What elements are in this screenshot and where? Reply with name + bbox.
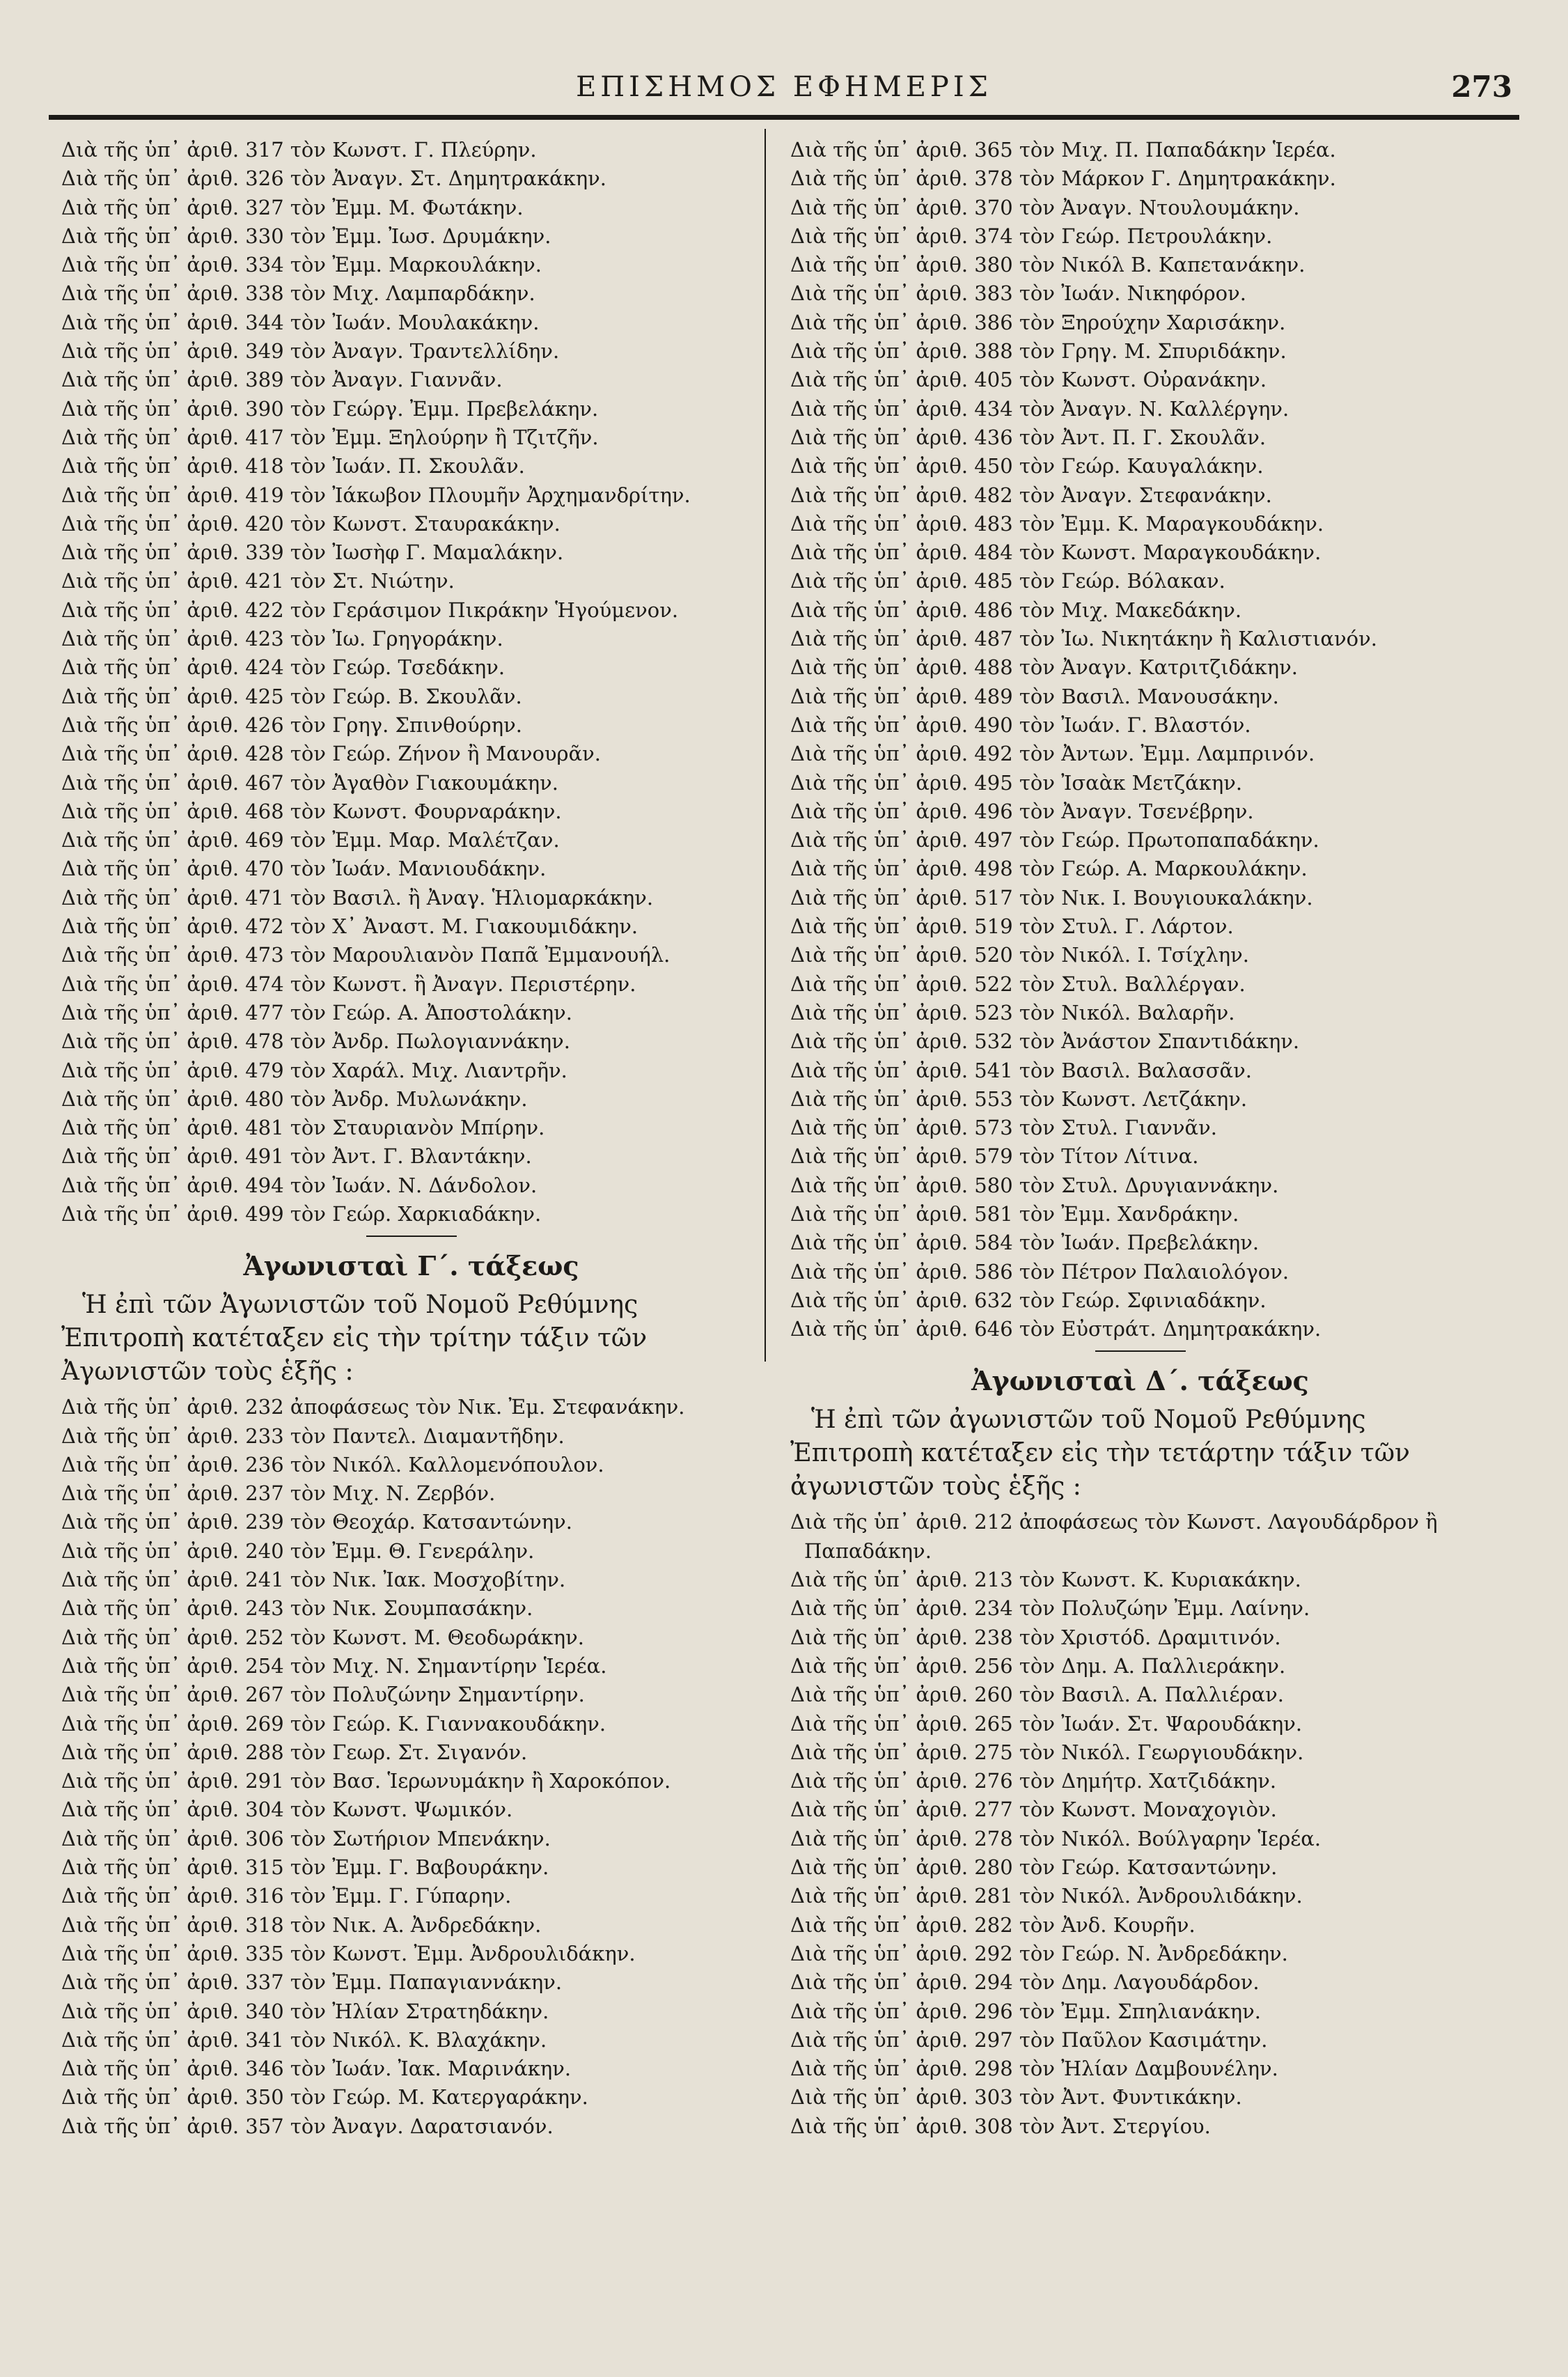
list-item: Διὰ τῆς ὑπ᾽ ἀριθ. 374 τὸν Γεώρ. Πετρουλάκην.: [790, 224, 1273, 248]
list-item: Διὰ τῆς ὑπ᾽ ἀριθ. 494 τὸν Ἰωάν. Ν. Δάνδολον.: [61, 1173, 538, 1197]
list-item: Διὰ τῆς ὑπ᾽ ἀριθ. 553 τὸν Κωνστ. Λετζάκην.: [790, 1086, 1248, 1111]
list-item: Διὰ τῆς ὑπ᾽ ἀριθ. 469 τὸν Ἐμμ. Μαρ. Μαλέτζαν.: [61, 828, 560, 852]
list-item: Διὰ τῆς ὑπ᾽ ἀριθ. 341 τὸν Νικόλ. Κ. Βλαχάκην.: [61, 2027, 547, 2052]
right-entry-list: [790, 136, 1490, 1343]
list-item: Διὰ τῆς ὑπ᾽ ἀριθ. 346 τὸν Ἰωάν. Ἰακ. Μαρινάκην.: [61, 2057, 572, 2081]
list-item: Διὰ τῆς ὑπ᾽ ἀριθ. 519 τὸν Στυλ. Γ. Λάρτον.: [790, 914, 1234, 939]
list-item: Διὰ τῆς ὑπ᾽ ἀριθ. 485 τὸν Γεώρ. Βόλακαν.: [790, 569, 1225, 593]
left-column: [61, 136, 761, 2141]
list-item: Διὰ τῆς ὑπ᾽ ἀριθ. 517 τὸν Νικ. Ι. Βουγιουκαλάκην.: [790, 885, 1313, 910]
list-item: Διὰ τῆς ὑπ᾽ ἀριθ. 450 τὸν Γεώρ. Καυγαλάκην.: [790, 454, 1264, 478]
list-item: Διὰ τῆς ὑπ᾽ ἀριθ. 297 τὸν Παῦλον Κασιμάτην.: [790, 2027, 1268, 2052]
list-item: Διὰ τῆς ὑπ᾽ ἀριθ. 490 τὸν Ἰωάν. Γ. Βλαστόν.: [790, 712, 1251, 737]
list-item: Διὰ τῆς ὑπ᾽ ἀριθ. 365 τὸν Μιχ. Π. Παπαδάκην Ἱερέα.: [790, 138, 1336, 162]
list-item: Διὰ τῆς ὑπ᾽ ἀριθ. 474 τὸν Κωνστ. ἢ Ἀναγν. Περιστέρην.: [61, 972, 636, 996]
list-item: Διὰ τῆς ὑπ᾽ ἀριθ. 586 τὸν Πέτρον Παλαιολόγον.: [790, 1259, 1289, 1284]
list-item: Διὰ τῆς ὑπ᾽ ἀριθ. 344 τὸν Ἰωάν. Μουλακάκην.: [61, 310, 540, 334]
list-item: Διὰ τῆς ὑπ᾽ ἀριθ. 233 τὸν Παντελ. Διαμαντῆδην.: [61, 1424, 565, 1448]
list-item: Διὰ τῆς ὑπ᾽ ἀριθ. 422 τὸν Γεράσιμον Πικράκην Ἡγούμενον.: [61, 598, 679, 622]
list-item: Διὰ τῆς ὑπ᾽ ἀριθ. 269 τὸν Γεώρ. Κ. Γιαννακουδάκην.: [61, 1711, 606, 1736]
page-header: [42, 66, 1526, 115]
list-item: Διὰ τῆς ὑπ᾽ ἀριθ. 277 τὸν Κωνστ. Μοναχογιὸν.: [790, 1798, 1277, 1822]
list-item: Διὰ τῆς ὑπ᾽ ἀριθ. 424 τὸν Γεώρ. Τσεδάκην.: [61, 655, 505, 680]
list-item: Διὰ τῆς ὑπ᾽ ἀριθ. 296 τὸν Ἐμμ. Σπηλιανάκην.: [790, 1999, 1261, 2023]
list-item: Διὰ τῆς ὑπ᾽ ἀριθ. 428 τὸν Γεώρ. Ζήνον ἢ Μανουρᾶν.: [61, 742, 602, 766]
list-item: Διὰ τῆς ὑπ᾽ ἀριθ. 541 τὸν Βασιλ. Βαλασσᾶν.: [790, 1058, 1252, 1082]
list-item: Διὰ τῆς ὑπ᾽ ἀριθ. 327 τὸν Ἐμμ. Μ. Φωτάκην.: [61, 195, 524, 219]
list-item: Διὰ τῆς ὑπ᾽ ἀριθ. 479 τὸν Χαράλ. Μιχ. Λιαντρῆν.: [61, 1058, 567, 1082]
list-item: Διὰ τῆς ὑπ᾽ ἀριθ. 498 τὸν Γεώρ. Α. Μαρκουλάκην.: [790, 857, 1308, 881]
list-item: Διὰ τῆς ὑπ᾽ ἀριθ. 294 τὸν Δημ. Λαγουδάρδον.: [790, 1970, 1260, 1995]
column-divider: [765, 129, 766, 1362]
section-separator: [366, 1236, 457, 1237]
list-item: Διὰ τῆς ὑπ᾽ ἀριθ. 472 τὸν Χ᾽ Ἀναστ. Μ. Γιακουμιδάκην.: [61, 914, 638, 939]
list-item: Διὰ τῆς ὑπ᾽ ἀριθ. 318 τὸν Νικ. Α. Ἀνδρεδάκην.: [61, 1912, 542, 1937]
list-item: Διὰ τῆς ὑπ᾽ ἀριθ. 488 τὸν Ἀναγν. Κατριτζιδάκην.: [790, 655, 1299, 680]
left-entry-list: [61, 136, 761, 1229]
section-intro-class-d: Ἡ ἐπὶ τῶν ἀγωνιστῶν τοῦ Νομοῦ Ρεθύμνης Ἐπιτροπὴ κατέταξεν εἰς τὴν τετάρτην τάξιν τῶν ἀγωνιστῶν τοὺς ἑξῆς :: [790, 1405, 1410, 1502]
list-item: Διὰ τῆς ὑπ᾽ ἀριθ. 581 τὸν Ἐμμ. Χανδράκην.: [790, 1201, 1239, 1226]
list-item: Διὰ τῆς ὑπ᾽ ἀριθ. 213 τὸν Κωνστ. Κ. Κυριακάκην.: [790, 1568, 1301, 1592]
list-item: Διὰ τῆς ὑπ᾽ ἀριθ. 278 τὸν Νικόλ. Βούλγαρην Ἱερέα.: [790, 1826, 1322, 1850]
list-item: Διὰ τῆς ὑπ᾽ ἀριθ. 486 τὸν Μιχ. Μακεδάκην.: [790, 598, 1242, 622]
list-item: Διὰ τῆς ὑπ᾽ ἀριθ. 335 τὸν Κωνστ. Ἐμμ. Ἀνδρουλιδάκην.: [61, 1941, 636, 1965]
list-item: Διὰ τῆς ὑπ᾽ ἀριθ. 234 τὸν Πολυζώην Ἐμμ. Λαίνην.: [790, 1596, 1310, 1621]
section-heading-class-c: Ἀγωνισταὶ Γ΄. τάξεως: [243, 1250, 579, 1282]
section-intro-class-c: Ἡ ἐπὶ τῶν Ἀγωνιστῶν τοῦ Νομοῦ Ρεθύμνης Ἐπιτροπὴ κατέταξεν εἰς τὴν τρίτην τάξιν τῶν Ἀγωνιστῶν τοὺς ἑξῆς :: [61, 1291, 648, 1387]
list-item: Διὰ τῆς ὑπ᾽ ἀριθ. 243 τὸν Νικ. Σουμπασάκην.: [61, 1596, 533, 1621]
list-item: Διὰ τῆς ὑπ᾽ ἀριθ. 281 τὸν Νικόλ. Ἀνδρουλιδάκην.: [790, 1884, 1303, 1908]
list-item: Διὰ τῆς ὑπ᾽ ἀριθ. 254 τὸν Μιχ. Ν. Σημαντίρην Ἱερέα.: [61, 1653, 607, 1678]
list-item: Διὰ τῆς ὑπ᾽ ἀριθ. 482 τὸν Ἀναγν. Στεφανάκην.: [790, 483, 1272, 507]
list-item: Διὰ τῆς ὑπ᾽ ἀριθ. 288 τὸν Γεωρ. Στ. Σιγανόν.: [61, 1740, 528, 1764]
page-number: 273: [1451, 70, 1512, 104]
list-item: Διὰ τῆς ὑπ᾽ ἀριθ. 304 τὸν Κωνστ. Ψωμικόν.: [61, 1798, 513, 1822]
list-item: Διὰ τῆς ὑπ᾽ ἀριθ. 291 τὸν Βασ. Ἱερωνυμάκην ἢ Χαροκόπον.: [61, 1769, 671, 1793]
list-item: Διὰ τῆς ὑπ᾽ ἀριθ. 520 τὸν Νικόλ. Ι. Τσίχλην.: [790, 943, 1249, 967]
list-item: Διὰ τῆς ὑπ᾽ ἀριθ. 471 τὸν Βασιλ. ἢ Ἀναγ. Ἡλιομαρκάκην.: [61, 885, 654, 910]
list-item: Διὰ τῆς ὑπ᾽ ἀριθ. 380 τὸν Νικόλ Β. Καπετανάκην.: [790, 253, 1306, 277]
list-item: Διὰ τῆς ὑπ᾽ ἀριθ. 232 ἀποφάσεως τὸν Νικ. Ἐμ. Στεφανάκην.: [61, 1395, 685, 1419]
list-item: Διὰ τῆς ὑπ᾽ ἀριθ. 389 τὸν Ἀναγν. Γιαννᾶν.: [61, 368, 503, 392]
list-item: Διὰ τῆς ὑπ᾽ ἀριθ. 280 τὸν Γεώρ. Κατσαντώνην.: [790, 1855, 1278, 1880]
list-item: Διὰ τῆς ὑπ᾽ ἀριθ. 499 τὸν Γεώρ. Χαρκιαδάκην.: [61, 1201, 542, 1226]
list-item: Διὰ τῆς ὑπ᾽ ἀριθ. 418 τὸν Ἰωάν. Π. Σκουλᾶν.: [61, 454, 525, 478]
list-item: Διὰ τῆς ὑπ᾽ ἀριθ. 480 τὸν Ἀνδρ. Μυλωνάκην.: [61, 1086, 528, 1111]
list-item: Διὰ τῆς ὑπ᾽ ἀριθ. 478 τὸν Ἀνδρ. Πωλογιαννάκην.: [61, 1029, 570, 1054]
list-item: Διὰ τῆς ὑπ᾽ ἀριθ. 238 τὸν Χριστόδ. Δραμιτινόν.: [790, 1625, 1281, 1649]
list-item: Διὰ τῆς ὑπ᾽ ἀριθ. 260 τὸν Βασιλ. Α. Παλλιέραν.: [790, 1683, 1284, 1707]
list-item: Διὰ τῆς ὑπ᾽ ἀριθ. 632 τὸν Γεώρ. Σφινιαδάκην.: [790, 1288, 1267, 1312]
list-item: Διὰ τῆς ὑπ᾽ ἀριθ. 522 τὸν Στυλ. Βαλλέργαν.: [790, 972, 1246, 996]
list-item: Διὰ τῆς ὑπ᾽ ἀριθ. 275 τὸν Νικόλ. Γεωργιουδάκην.: [790, 1740, 1304, 1764]
list-item: Διὰ τῆς ὑπ᾽ ἀριθ. 579 τὸν Τίτον Λίτινα.: [790, 1144, 1199, 1169]
list-item: Διὰ τῆς ὑπ᾽ ἀριθ. 308 τὸν Ἀντ. Στεργίου.: [790, 2114, 1211, 2138]
list-item: Διὰ τῆς ὑπ᾽ ἀριθ. 252 τὸν Κωνστ. Μ. Θεοδωράκην.: [61, 1625, 584, 1649]
list-item: Διὰ τῆς ὑπ᾽ ἀριθ. 426 τὸν Γρηγ. Σπινθούρην.: [61, 712, 522, 737]
section-separator: [1095, 1350, 1186, 1352]
list-item: Διὰ τῆς ὑπ᾽ ἀριθ. 496 τὸν Ἀναγν. Τσενέβρην.: [790, 799, 1254, 823]
list-item: Διὰ τῆς ὑπ᾽ ἀριθ. 390 τὸν Γεώργ. Ἐμμ. Πρεβελάκην.: [61, 396, 599, 421]
list-item: Διὰ τῆς ὑπ᾽ ἀριθ. 487 τὸν Ἰω. Νικητάκην ἢ Καλιστιανόν.: [790, 627, 1377, 651]
list-item: Διὰ τῆς ὑπ᾽ ἀριθ. 315 τὸν Ἐμμ. Γ. Βαβουράκην.: [61, 1855, 549, 1880]
list-item: Διὰ τῆς ὑπ᾽ ἀριθ. 434 τὸν Ἀναγν. Ν. Καλλέργην.: [790, 396, 1289, 421]
list-item: Διὰ τῆς ὑπ᾽ ἀριθ. 523 τὸν Νικόλ. Βαλαρῆν.: [790, 1000, 1235, 1024]
list-item: Διὰ τῆς ὑπ᾽ ἀριθ. 340 τὸν Ἠλίαν Στρατηδάκην.: [61, 1999, 549, 2023]
list-item: Διὰ τῆς ὑπ᾽ ἀριθ. 339 τὸν Ἰωσὴφ Γ. Μαμαλάκην.: [61, 540, 564, 565]
list-item: Διὰ τῆς ὑπ᾽ ἀριθ. 338 τὸν Μιχ. Λαμπαρδάκην.: [61, 281, 535, 306]
list-item: Διὰ τῆς ὑπ᾽ ἀριθ. 532 τὸν Ἀνάστον Σπαντιδάκην.: [790, 1029, 1300, 1054]
list-item: Διὰ τῆς ὑπ᾽ ἀριθ. 405 τὸν Κωνστ. Οὐρανάκην.: [790, 368, 1267, 392]
list-item: Διὰ τῆς ὑπ᾽ ἀριθ. 349 τὸν Ἀναγν. Τραντελλίδην.: [61, 339, 560, 364]
list-item: Διὰ τῆς ὑπ᾽ ἀριθ. 473 τὸν Μαρουλιανὸν Παπᾶ Ἐμμανουήλ.: [61, 943, 671, 967]
list-item: Διὰ τῆς ὑπ᾽ ἀριθ. 337 τὸν Ἐμμ. Παπαγιαννάκην.: [61, 1970, 563, 1995]
list-item: Διὰ τῆς ὑπ᾽ ἀριθ. 276 τὸν Δημήτρ. Χατζιδάκην.: [790, 1769, 1277, 1793]
list-item: Διὰ τῆς ὑπ᾽ ἀριθ. 495 τὸν Ἰσαὰκ Μετζάκην.: [790, 770, 1243, 795]
list-item: Διὰ τῆς ὑπ᾽ ἀριθ. 470 τὸν Ἰωάν. Μανιουδάκην.: [61, 857, 547, 881]
list-item: Διὰ τῆς ὑπ᾽ ἀριθ. 573 τὸν Στυλ. Γιαννᾶν.: [790, 1116, 1217, 1140]
list-item: Διὰ τῆς ὑπ᾽ ἀριθ. 483 τὸν Ἐμμ. Κ. Μαραγκουδάκην.: [790, 511, 1324, 536]
list-item: Διὰ τῆς ὑπ᾽ ἀριθ. 240 τὸν Ἐμμ. Θ. Γενεράλην.: [61, 1538, 535, 1563]
section-heading-class-d: Ἀγωνισταὶ Δ΄. τάξεως: [971, 1365, 1309, 1397]
list-item: Διὰ τῆς ὑπ᾽ ἀριθ. 584 τὸν Ἰωάν. Πρεβελάκην.: [790, 1231, 1260, 1255]
right-column: [790, 136, 1490, 2141]
list-item: Διὰ τῆς ὑπ᾽ ἀριθ. 386 τὸν Ξηρούχην Χαρισάκην.: [790, 310, 1286, 334]
list-item: Διὰ τῆς ὑπ᾽ ἀριθ. 292 τὸν Γεώρ. Ν. Ἀνδρεδάκην.: [790, 1941, 1288, 1965]
list-item: Διὰ τῆς ὑπ᾽ ἀριθ. 265 τὸν Ἰωάν. Στ. Ψαρουδάκην.: [790, 1711, 1303, 1736]
list-item: Διὰ τῆς ὑπ᾽ ἀριθ. 492 τὸν Ἀντων. Ἐμμ. Λαμπρινόν.: [790, 742, 1315, 766]
list-item: Διὰ τῆς ὑπ᾽ ἀριθ. 370 τὸν Ἀναγν. Ντουλουμάκην.: [790, 195, 1300, 219]
list-item: Διὰ τῆς ὑπ᾽ ἀριθ. 421 τὸν Στ. Νιώτην.: [61, 569, 455, 593]
list-item: Διὰ τῆς ὑπ᾽ ἀριθ. 256 τὸν Δημ. Α. Παλλιεράκην.: [790, 1653, 1286, 1678]
page-title: ΕΠΙΣΗΜΟΣ ΕΦΗΜΕΡΙΣ: [576, 71, 992, 103]
list-item: Διὰ τῆς ὑπ᾽ ἀριθ. 303 τὸν Ἀντ. Φυντικάκην.: [790, 2085, 1242, 2110]
list-item: Διὰ τῆς ὑπ᾽ ἀριθ. 241 τὸν Νικ. Ἰακ. Μοσχοβίτην.: [61, 1568, 566, 1592]
list-item: Διὰ τῆς ὑπ᾽ ἀριθ. 334 τὸν Ἐμμ. Μαρκουλάκην.: [61, 253, 542, 277]
class-d-entry-list: [790, 1508, 1490, 2141]
list-item: Διὰ τῆς ὑπ᾽ ἀριθ. 350 τὸν Γεώρ. Μ. Κατεργαράκην.: [61, 2085, 588, 2110]
list-item: Διὰ τῆς ὑπ᾽ ἀριθ. 383 τὸν Ἰωάν. Νικηφόρον.: [790, 281, 1246, 306]
list-item: Διὰ τῆς ὑπ᾽ ἀριθ. 388 τὸν Γρηγ. Μ. Σπυριδάκην.: [790, 339, 1287, 364]
list-item: Διὰ τῆς ὑπ᾽ ἀριθ. 484 τὸν Κωνστ. Μαραγκουδάκην.: [790, 540, 1322, 565]
list-item: Διὰ τῆς ὑπ᾽ ἀριθ. 326 τὸν Ἀναγν. Στ. Δημητρακάκην.: [61, 166, 607, 191]
list-item: Διὰ τῆς ὑπ᾽ ἀριθ. 646 τὸν Εὐστράτ. Δημητρακάκην.: [790, 1317, 1322, 1341]
list-item: Διὰ τῆς ὑπ᾽ ἀριθ. 580 τὸν Στυλ. Δρυγιαννάκην.: [790, 1173, 1279, 1197]
list-item: Διὰ τῆς ὑπ᾽ ἀριθ. 419 τὸν Ἰάκωβον Πλουμῆν Ἀρχημανδρίτην.: [61, 483, 691, 507]
list-item: Διὰ τῆς ὑπ᾽ ἀριθ. 468 τὸν Κωνστ. Φουρναράκην.: [61, 799, 562, 823]
list-item: Διὰ τῆς ὑπ᾽ ἀριθ. 316 τὸν Ἐμμ. Γ. Γύπαρην.: [61, 1884, 512, 1908]
list-item: Διὰ τῆς ὑπ᾽ ἀριθ. 481 τὸν Σταυριανὸν Μπίρην.: [61, 1116, 545, 1140]
list-item: Διὰ τῆς ὑπ᾽ ἀριθ. 212 ἀποφάσεως τὸν Κωνστ. Λαγουδάρδρον ἢ Παπαδάκην.: [790, 1510, 1438, 1563]
header-rule: [49, 115, 1519, 120]
list-item: Διὰ τῆς ὑπ᾽ ἀριθ. 378 τὸν Μάρκον Γ. Δημητρακάκην.: [790, 166, 1336, 191]
list-item: Διὰ τῆς ὑπ᾽ ἀριθ. 491 τὸν Ἀντ. Γ. Βλαντάκην.: [61, 1144, 532, 1169]
list-item: Διὰ τῆς ὑπ᾽ ἀριθ. 420 τὸν Κωνστ. Σταυρακάκην.: [61, 511, 560, 536]
list-item: Διὰ τῆς ὑπ᾽ ἀριθ. 477 τὸν Γεώρ. Α. Ἀποστολάκην.: [61, 1000, 572, 1024]
list-item: Διὰ τῆς ὑπ᾽ ἀριθ. 306 τὸν Σωτήριον Μπενάκην.: [61, 1826, 551, 1850]
list-item: Διὰ τῆς ὑπ᾽ ἀριθ. 497 τὸν Γεώρ. Πρωτοπαπαδάκην.: [790, 828, 1319, 852]
list-item: Διὰ τῆς ὑπ᾽ ἀριθ. 417 τὸν Ἐμμ. Ξηλούρην ἢ Τζιτζῆν.: [61, 425, 599, 449]
list-item: Διὰ τῆς ὑπ᾽ ἀριθ. 425 τὸν Γεώρ. Β. Σκουλᾶν.: [61, 684, 522, 708]
list-item: Διὰ τῆς ὑπ᾽ ἀριθ. 423 τὸν Ἰω. Γρηγοράκην.: [61, 627, 503, 651]
list-item: Διὰ τῆς ὑπ᾽ ἀριθ. 330 τὸν Ἐμμ. Ἰωσ. Δρυμάκην.: [61, 224, 551, 248]
list-item: Διὰ τῆς ὑπ᾽ ἀριθ. 236 τὸν Νικόλ. Καλλομενόπουλον.: [61, 1452, 604, 1476]
list-item: Διὰ τῆς ὑπ᾽ ἀριθ. 436 τὸν Ἀντ. Π. Γ. Σκουλᾶν.: [790, 425, 1267, 449]
list-item: Διὰ τῆς ὑπ᾽ ἀριθ. 467 τὸν Ἀγαθὸν Γιακουμάκην.: [61, 770, 558, 795]
list-item: Διὰ τῆς ὑπ᾽ ἀριθ. 357 τὸν Ἀναγν. Δαρατσιανόν.: [61, 2114, 554, 2138]
list-item: Διὰ τῆς ὑπ᾽ ἀριθ. 237 τὸν Μιχ. Ν. Ζερβόν.: [61, 1481, 496, 1506]
list-item: Διὰ τῆς ὑπ᾽ ἀριθ. 282 τὸν Ἀνδ. Κουρῆν.: [790, 1912, 1195, 1937]
list-item: Διὰ τῆς ὑπ᾽ ἀριθ. 489 τὸν Βασιλ. Μανουσάκην.: [790, 684, 1279, 708]
class-c-entry-list: [61, 1393, 761, 2141]
list-item: Διὰ τῆς ὑπ᾽ ἀριθ. 239 τὸν Θεοχάρ. Κατσαντώνην.: [61, 1510, 572, 1534]
list-item: Διὰ τῆς ὑπ᾽ ἀριθ. 298 τὸν Ἠλίαν Δαμβουνέλην.: [790, 2057, 1278, 2081]
list-item: Διὰ τῆς ὑπ᾽ ἀριθ. 267 τὸν Πολυζώνην Σημαντίρην.: [61, 1683, 585, 1707]
list-item: Διὰ τῆς ὑπ᾽ ἀριθ. 317 τὸν Κωνστ. Γ. Πλεύρην.: [61, 138, 537, 162]
